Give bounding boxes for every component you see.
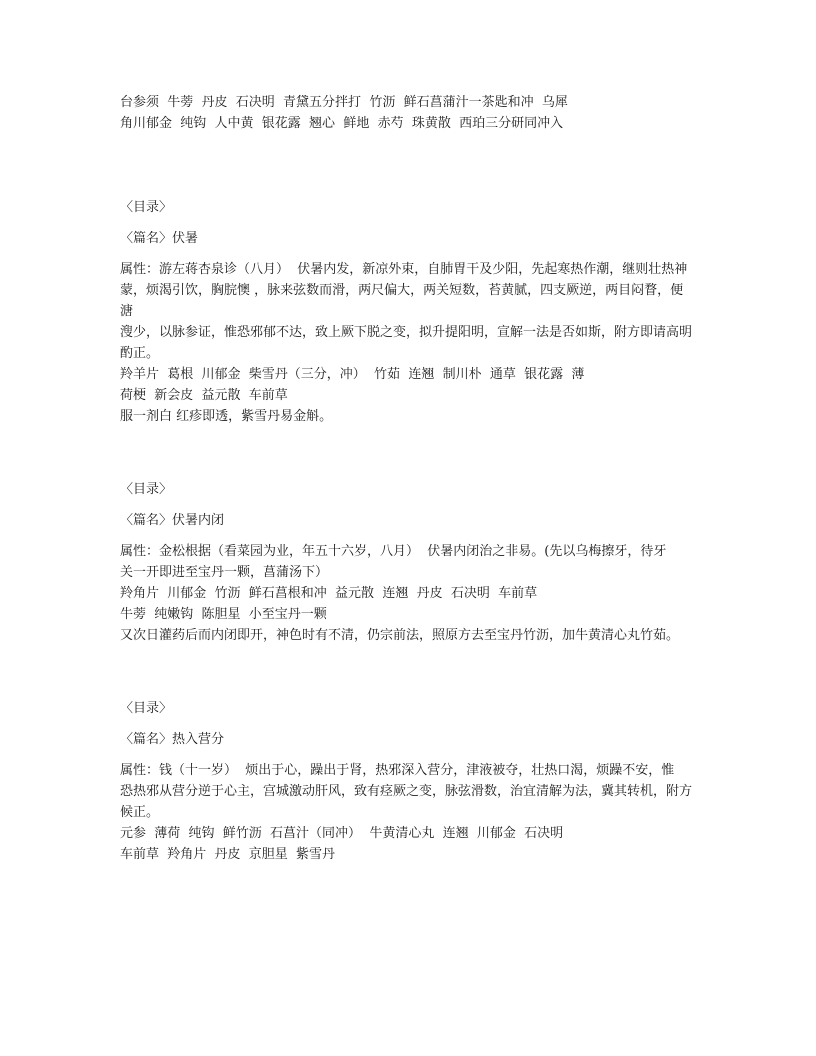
text-line: 车前草 羚角片 丹皮 京胆星 紫雪丹 — [120, 847, 336, 862]
section-fushu-neibi — [120, 479, 696, 646]
text-line: 羚角片 川郁金 竹沥 鲜石菖根和冲 益元散 连翘 丹皮 石决明 车前草 — [120, 586, 538, 601]
text-line: 溲少，以脉参证，惟恐邪郁不达，致上厥下脱之变，拟升提阳明，宣解一法是否如斯，附方即请高明酌正。 — [120, 325, 693, 361]
text-line: 服一剂白 红疹即透，紫雪丹易金斛。 — [120, 409, 333, 424]
text-line: 荷梗 新会皮 益元散 车前草 — [120, 388, 288, 403]
text-line: 又次日灌药后而内闭即开，神色时有不清，仍宗前法，照原方去至宝丹竹沥，加牛黄清心丸竹茹。 — [120, 628, 680, 643]
text-line: 羚羊片 葛根 川郁金 柴雪丹（三分，冲） 竹茹 连翘 制川朴 通草 银花露 薄 — [120, 367, 585, 382]
text-line: 属性：金松根据（看菜园为业，年五十六岁，八月） 伏暑内闭治之非易。(先以乌梅擦牙，待牙 — [120, 544, 667, 559]
text-line: 恐热邪从营分逆于心主，宫城激动肝风，致有痉厥之变，脉弦滑数，治宜清解为法，冀其转机，附方候正。 — [120, 784, 693, 820]
section-fushu — [120, 197, 696, 427]
text-line: 属性：钱（十一岁） 烦出于心，躁出于肾，热邪深入营分，津液被夺，壮热口渴，烦躁不安，惟 — [120, 763, 675, 778]
text-line: 属性：游左蒋杏泉诊（八月） 伏暑内发，新凉外束，自肺胃干及少阳，先起寒热作潮，继则壮热神蒙，烦渴引饮，胸脘懊 ，脉来弦数而滑，两尺偏大，两关短数，苔黄腻，四支厥逆，两目闷瞀，便溏 — [120, 262, 688, 319]
text-line: 牛蒡 纯嫩钩 陈胆星 小至宝丹一颗 — [120, 607, 327, 622]
section-title: 〈篇名〉热入营分 — [120, 732, 225, 747]
intro-prescription — [120, 92, 696, 134]
text-line: 元参 薄荷 纯钩 鲜竹沥 石菖汁（同冲） 牛黄清心丸 连翘 川郁金 石决明 — [120, 826, 564, 841]
section-rerulingfen — [120, 698, 696, 865]
toc-link[interactable]: 〈目录〉 — [120, 701, 173, 716]
toc-link[interactable]: 〈目录〉 — [120, 482, 173, 497]
text-line: 台参须 牛蒡 丹皮 石决明 青黛五分拌打 竹沥 鲜石菖蒲汁一茶匙和冲 乌犀 — [120, 95, 568, 110]
text-line: 关一开即进至宝丹一颗，菖蒲汤下） — [120, 565, 329, 580]
text-line: 角川郁金 纯钩 人中黄 银花露 翘心 鲜地 赤芍 珠黄散 西珀三分研同冲入 — [120, 116, 564, 131]
toc-link[interactable]: 〈目录〉 — [120, 200, 173, 215]
document-page — [120, 92, 696, 865]
section-title: 〈篇名〉伏暑内闭 — [120, 513, 225, 528]
section-title: 〈篇名〉伏暑 — [120, 231, 199, 246]
